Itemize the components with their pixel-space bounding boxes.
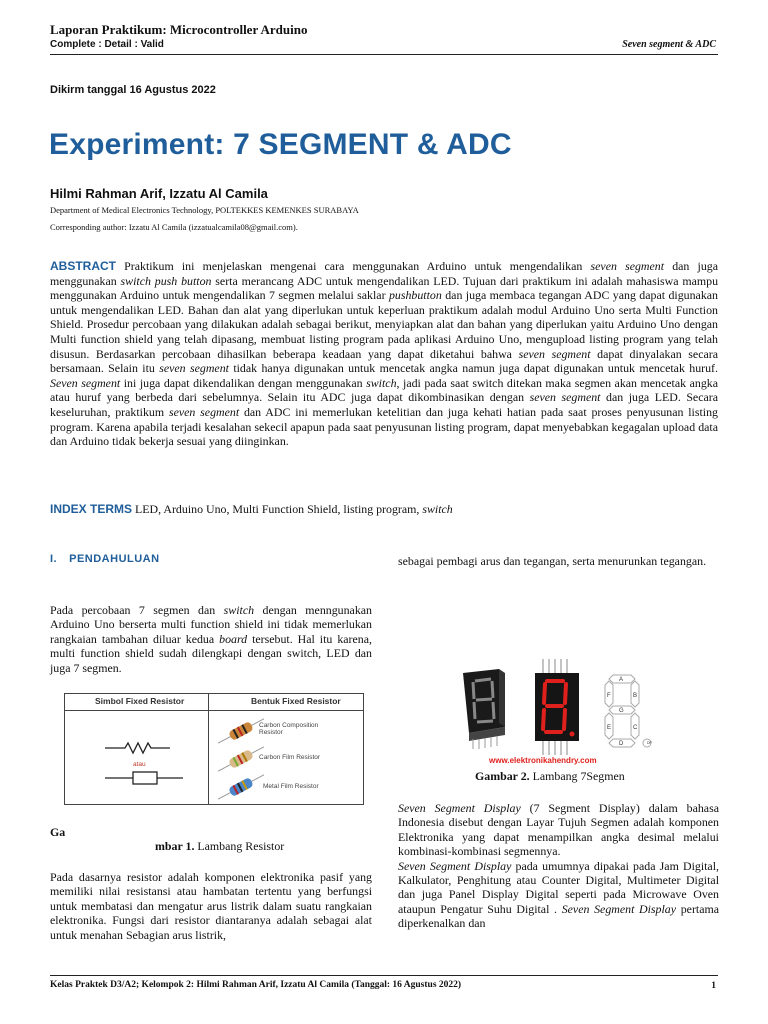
abstract-text: tidak hanya digunakan untuk mencetak angka namun juga dapat digunakan untuk mencetak huruf. bbox=[228, 361, 718, 376]
paragraph-seven-segment bbox=[398, 801, 719, 931]
label-carbon-film: Carbon Film Resistor bbox=[259, 754, 321, 761]
figure1-divider bbox=[208, 694, 209, 804]
corresponding-author: Corresponding author: Izzatu Al Camila (izzatualcamila08@gmail.com). bbox=[50, 222, 298, 232]
para-text: (7 Segment Display) dalam bahasa Indonesia disebut dengan Layar Tujuh Segmen adalah komponen Elektronika yang dapat menampilkan angka desimal melalui kombinasi-kombinasi segmennya. bbox=[398, 801, 719, 859]
author-list: Hilmi Rahman Arif, Izzatu Al Camila bbox=[50, 186, 268, 201]
index-terms-text: LED, Arduino Uno, Multi Function Shield, listing program, bbox=[132, 502, 423, 516]
figure2-watermark: www.elektronikahendry.com bbox=[489, 756, 597, 765]
abstract-italic: seven segment bbox=[159, 361, 229, 376]
para-italic: switch bbox=[223, 603, 255, 617]
para-text: dengan menngunakan Arduino Uno berserta multi function shield ini tidak memerlukan rangkaian tambahan diluar kedua bbox=[50, 603, 373, 646]
abstract-text: dan ADC ini memerlukan ketelitian dan juga kehati hatian pada saat proses penyusunan listing program. Karena apabila terjadi kesalahan sekecil apapun pada saat penyusunan listing program, dapat menyebabkan kegagalan upload data dan Arduino tidak bekerja sesuai yang diinginkan. bbox=[50, 404, 718, 449]
page-number: 1 bbox=[711, 981, 716, 991]
abstract-italic: seven segment bbox=[518, 346, 591, 361]
black-seven-segment-icon bbox=[463, 669, 505, 749]
right-column-continuation: sebagai pembagi arus dan tegangan, serta menurunkan tegangan. bbox=[398, 554, 707, 568]
abstract-text: dan juga membaca tegangan ADC yang dapat digunakan untuk mengendalikan LED. Bahan dan alat yang diperlukan untuk keperluan praktikum adalah modul Arduino Uno serta Multi Function Shield. Prosedur percobaan yang dilakukan adalah sebagai berikut, menyiapkan alat dan bahan yang diperlukan yaitu Arduino Uno dengan Multi function shield yang telah dipasang, membuat listing program pada aplikasi Arduino Uno, mengupload listing program yang telah disusun. Berdasarkan percobaan dihasilkan beberapa keadaan yang dapat diketahui bahwa bbox=[50, 288, 718, 361]
figure1-caption-part1: Ga bbox=[50, 825, 66, 839]
abstract-italic: Seven segment bbox=[50, 375, 121, 390]
abstract-italic: seven segment bbox=[529, 390, 601, 405]
sent-date: Dikirm tanggal 16 Agustus 2022 bbox=[50, 84, 216, 96]
section-title: PENDAHULUAN bbox=[69, 553, 160, 565]
figure1-left-header: Simbol Fixed Resistor bbox=[95, 696, 185, 706]
footer-rule bbox=[50, 975, 718, 976]
index-terms bbox=[50, 502, 453, 517]
label-carbon-composition: Carbon Composition Resistor bbox=[259, 722, 319, 736]
segment-label-c: C bbox=[633, 725, 638, 731]
index-terms-italic: switch bbox=[422, 502, 453, 516]
abstract-italic: switch push button bbox=[120, 273, 212, 288]
segment-label-dp: DP bbox=[647, 741, 652, 745]
abstract-italic: switch bbox=[366, 375, 397, 390]
segment-label-b: B bbox=[633, 693, 638, 699]
abstract-text: , jadi pada saat switch ditekan maka segmen akan mencetak angka atau huruf yang berbeda dari sebelumnya. Selain itu ADC juga dapat dikombinasikan dengan bbox=[50, 375, 718, 405]
figure1-right-header: Bentuk Fixed Resistor bbox=[251, 696, 341, 706]
paragraph-resistor: Pada dasarnya resistor adalah komponen elektronika pasif yang memiliki nilai resistansi atau hambatan tertentu yang berfungsi untuk membatasi dan mengatur arus listrik dalam suatu rangkaian elektronika. Fungsi dari resistor diantaranya adalah sebagai alat untuk menahan Sebagian arus listrik, bbox=[50, 870, 372, 942]
segment-label-d: D bbox=[619, 741, 624, 747]
footer-text: Kelas Praktek D3/A2; Kelompok 2: Hilmi Rahman Arif, Izzatu Al Camila (Tanggal: 16 Agustus 2022) bbox=[50, 980, 462, 990]
para-text: pertama diperkenalkan dan bbox=[398, 901, 720, 931]
figure2-caption-bold: Gambar 2. bbox=[475, 769, 530, 783]
abstract-text: dan juga LED. Secara keseluruhan, praktikum bbox=[50, 390, 718, 419]
abstract-text: Praktikum ini menjelaskan mengenai cara menggunakan Arduino untuk mengendalikan bbox=[116, 259, 591, 273]
segment-diagram-icon bbox=[605, 675, 651, 747]
section-number: I. bbox=[50, 553, 58, 565]
running-header-title: Laporan Praktikum: Microcontroller Arduino bbox=[50, 22, 308, 37]
para-italic: board bbox=[219, 631, 248, 646]
affiliation: Department of Medical Electronics Technology, POLTEKKES KEMENKES SURABAYA bbox=[50, 205, 359, 215]
abstract-text: dan juga menggunakan bbox=[50, 259, 719, 288]
header-rule bbox=[50, 54, 718, 55]
seven-segment-figure bbox=[455, 655, 665, 765]
segment-label-a: A bbox=[619, 677, 624, 683]
figure1-caption-bold: mbar 1. bbox=[155, 839, 195, 853]
para-text: pada umumnya dipakai pada Jam Digital, Kalkulator, Penghitung atau Counter Digital, Multimeter Digital dan juga Panel Display Digital seperti pada Microwave Oven ataupun Pengatur Suhu Digital . bbox=[398, 858, 719, 916]
section-heading bbox=[50, 553, 160, 565]
segment-label-f: F bbox=[607, 693, 611, 699]
figure2-caption bbox=[475, 769, 625, 784]
para-text: Pada percobaan 7 segmen dan bbox=[50, 603, 224, 617]
para-italic: Seven Segment Display bbox=[398, 858, 512, 873]
segment-label-g: G bbox=[619, 708, 624, 714]
para-text: tersebut. Hal itu karena, multi function shield sudah dilengkapi dengan switch, LED dan juga 7 segmen. bbox=[50, 631, 372, 675]
paper-title: Experiment: 7 SEGMENT & ADC bbox=[49, 128, 512, 161]
abstract-italic: pushbutton bbox=[388, 288, 442, 303]
index-terms-label: INDEX TERMS bbox=[50, 502, 133, 516]
abstract-label: ABSTRACT bbox=[50, 259, 116, 273]
running-header-topic: Seven segment & ADC bbox=[622, 39, 716, 50]
figure-resistor bbox=[64, 693, 364, 805]
abstract-italic: seven segment bbox=[590, 259, 665, 273]
figure1-caption-text: Lambang Resistor bbox=[194, 839, 285, 853]
resistor-symbols-icon bbox=[65, 711, 208, 803]
segment-label-e: E bbox=[607, 725, 612, 731]
figure1-caption-part2 bbox=[155, 839, 284, 854]
running-header-subtitle: Complete : Detail : Valid bbox=[50, 39, 164, 50]
abstract-text: serta merancang ADC untuk mengendalikan LED. Tujuan dari praktikum ini adalah mahasiswa mampu menggunakan Arduino untuk mengendalikan 7 segmen melalui saklar bbox=[50, 273, 719, 303]
abstract-italic: seven segment bbox=[168, 404, 240, 419]
figure2-caption-text: Lambang 7Segmen bbox=[529, 769, 625, 783]
label-metal-film: Metal Film Resistor bbox=[263, 783, 319, 790]
red-seven-segment-icon bbox=[535, 659, 579, 755]
abstract-text: ini juga dapat dikendalikan dengan menggunakan bbox=[120, 375, 367, 390]
paragraph-intro bbox=[50, 603, 372, 675]
figure1-atau: atau bbox=[133, 761, 146, 768]
para-italic: Seven Segment Display bbox=[561, 901, 677, 916]
abstract bbox=[50, 259, 718, 449]
para-italic: Seven Segment Display bbox=[398, 801, 521, 815]
abstract-text: dapat dinyalakan secara bersamaan. Selain itu bbox=[50, 346, 718, 376]
